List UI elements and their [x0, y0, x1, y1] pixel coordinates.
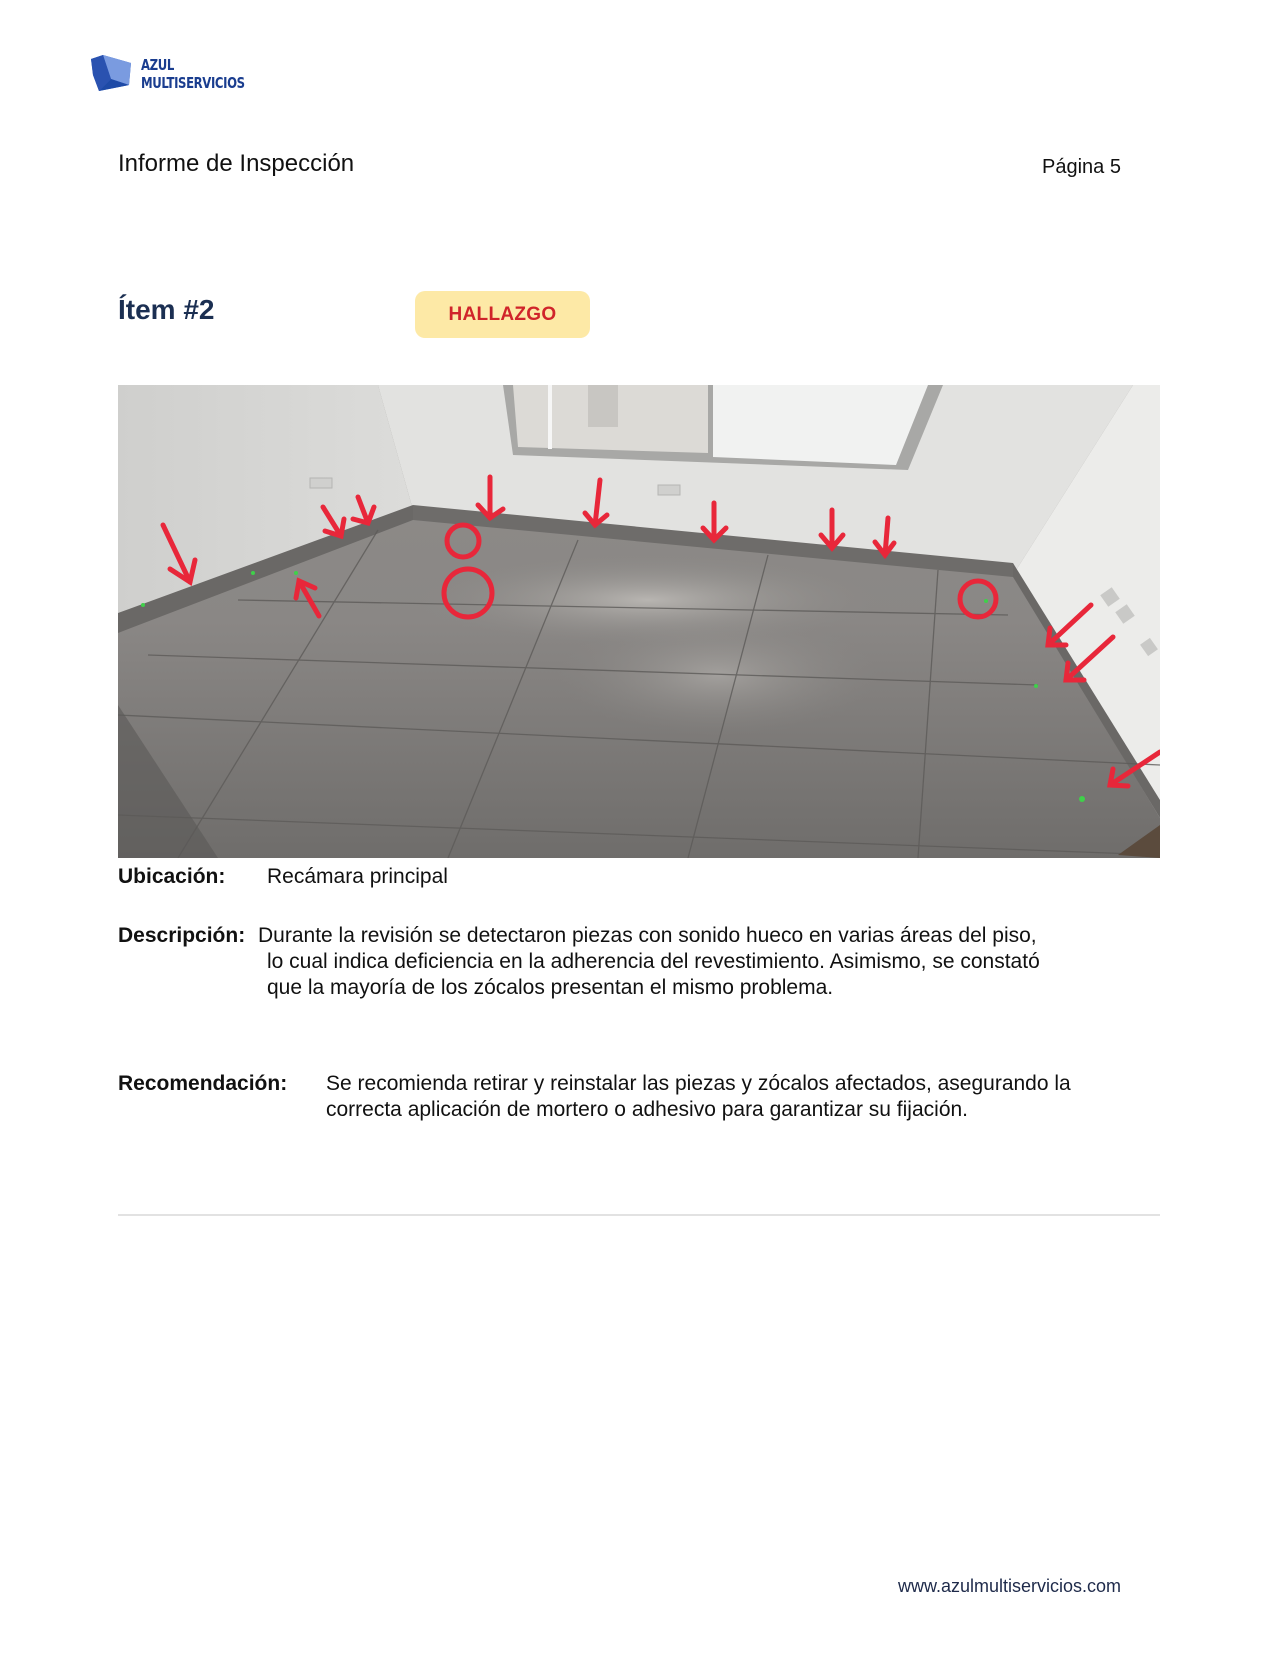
location-value: Recámara principal — [267, 865, 448, 888]
footer-website-link[interactable]: www.azulmultiservicios.com — [898, 1576, 1122, 1596]
section-divider — [118, 1214, 1160, 1216]
company-logo — [89, 55, 274, 93]
document-title: Informe de Inspección — [118, 150, 355, 177]
recommendation-label: Recomendación: — [118, 1072, 288, 1095]
company-name-line2: MULTISERVICIOS — [141, 74, 245, 92]
item-title: Ítem #2 — [118, 294, 215, 325]
gem-shape-icon — [89, 55, 133, 93]
description-line: lo cual indica deficiencia en la adherencia del revestimiento. Asimismo, se constató — [267, 950, 1040, 973]
recommendation-value — [326, 1071, 1071, 1123]
description-value — [258, 923, 1040, 1001]
page-number: Página 5 — [1042, 156, 1121, 178]
description-line: Durante la revisión se detectaron piezas con sonido hueco en varias áreas del piso, — [258, 924, 1037, 947]
description-label: Descripción: — [118, 924, 246, 947]
company-name-line1: AZUL — [141, 56, 174, 74]
location-label: Ubicación: — [118, 865, 226, 888]
recommendation-line: correcta aplicación de mortero o adhesivo para garantizar su fijación. — [326, 1098, 969, 1121]
description-line: que la mayoría de los zócalos presentan el mismo problema. — [267, 976, 834, 999]
recommendation-line: Se recomienda retirar y reinstalar las piezas y zócalos afectados, asegurando la — [326, 1072, 1071, 1095]
inspection-photo — [118, 385, 1160, 858]
company-name — [141, 56, 245, 92]
room-floor-image — [118, 385, 1160, 858]
status-badge: HALLAZGO — [415, 291, 590, 338]
